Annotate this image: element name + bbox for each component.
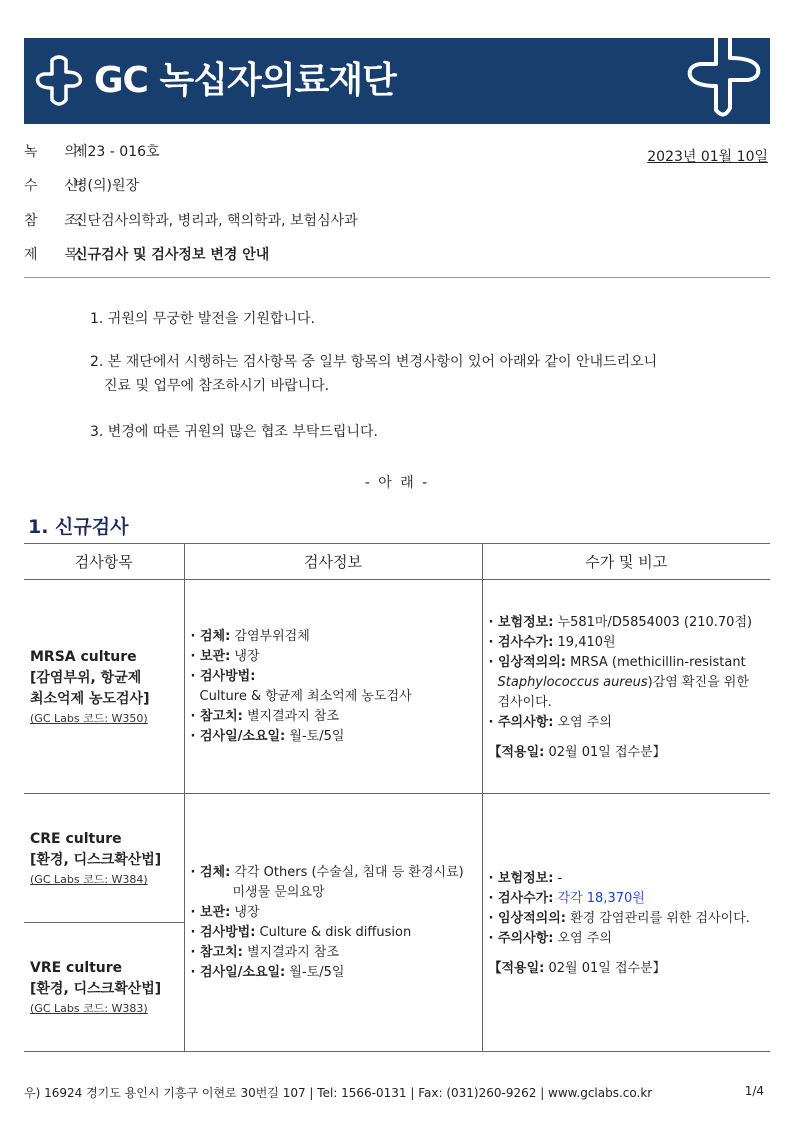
below-marker: - 아 래 -: [364, 475, 430, 491]
paragraph-3: 3. 변경에 따른 귀원의 많은 협조 부탁드립니다.: [90, 424, 378, 440]
gc-cross-logo-icon: [34, 54, 84, 108]
section-title: 1. 신규검사: [28, 516, 129, 538]
divider: [24, 277, 770, 278]
doc-number: 제23 - 016호: [74, 144, 160, 160]
footer: [24, 1084, 770, 1101]
col-item-header: 검사항목: [24, 544, 184, 580]
paragraph-1: 1. 귀원의 무궁한 발전을 기원합니다.: [90, 311, 315, 327]
info-cell: · 검체: 감염부위검체 · 보관: 냉장 · 검사방법: Culture & 항균제 최소억제 농도검사 · 참고치: 별지결과지 참조 · 검사일/소요일: 월-토/5일: [184, 580, 482, 794]
item-name: CRE culture: [30, 831, 122, 847]
item-name: MRSA culture: [30, 649, 137, 665]
item-cell: [24, 580, 184, 794]
reference-label: 참 조:: [24, 213, 83, 229]
brand-name: GC 녹십자의료재단: [94, 60, 396, 101]
col-note-header: 수가 및 비고: [482, 544, 770, 580]
apply-date: 【적용일: 02월 01일 접수분】: [488, 745, 666, 760]
paragraph-2b: 진료 및 업무에 참조하시기 바랍니다.: [104, 378, 330, 394]
footer-address: 우) 16924 경기도 용인시 기흥구 이현로 30번길 107 | Tel: 1566-0131 | Fax: (031)260-9262 | www.gclabs.co.kr: [24, 1086, 653, 1100]
paragraph-2a: 2. 본 재단에서 시행하는 검사항목 중 일부 항목의 변경사항이 있어 아래와 같이 안내드리오니: [90, 354, 658, 370]
item-code: (GC Labs 코드: W383): [30, 1002, 148, 1015]
header-banner: [24, 38, 770, 124]
reference: 진단검사의학과, 병리과, 핵의학과, 보험심사과: [74, 213, 358, 229]
item-code: (GC Labs 코드: W384): [30, 873, 148, 886]
apply-date: 【적용일: 02월 01일 접수분】: [488, 961, 666, 976]
recipient-label: 수 신:: [24, 178, 83, 194]
subject-label: 제 목:: [24, 247, 83, 263]
info-cell: · 검체: 각각 Others (수술실, 침대 등 환경시료) 미생물 문의요망 · 보관: 냉장 · 검사방법: Culture & disk diffusion · 참고치: 별지결과지 참조 · 검사일/소요일: 월-토/5일: [184, 794, 482, 1052]
item-cell: [24, 794, 184, 923]
item-code: (GC Labs 코드: W350): [30, 712, 148, 725]
item-name-sub: [환경, 디스크확산법]: [30, 852, 162, 868]
item-cell: [24, 923, 184, 1052]
page-number: 1/4: [744, 1084, 764, 1098]
table-header: [24, 544, 770, 580]
item-name-sub: [감염부위, 항균제: [30, 670, 142, 686]
col-info-header: 검사정보: [184, 544, 482, 580]
item-name-sub: 최소억제 농도검사]: [30, 691, 150, 707]
item-name-sub: [환경, 디스크확산법]: [30, 981, 162, 997]
doc-date: 2023년 01월 10일: [647, 149, 768, 165]
item-name: VRE culture: [30, 960, 123, 976]
subject: 신규검사 및 검사정보 변경 안내: [74, 247, 270, 263]
note-cell: · 보험정보: 누581마/D5854003 (210.70점) · 검사수가: 19,410원 · 임상적의의: MRSA (methicillin-resistant Staphylococcus aureus)감염 확진을 위한 검사이다. · 주의사항: 오염 주의 【적용일: 02월 01일 접수분】: [482, 580, 770, 794]
new-tests-table: [24, 543, 770, 1052]
table-row: [24, 580, 770, 794]
corner-cross-logo-icon: [686, 38, 766, 124]
table-row: [24, 794, 770, 923]
doc-number-label: 녹 의:: [24, 144, 83, 160]
note-cell: · 보험정보: - · 검사수가: 각각 18,370원 · 임상적의의: 환경 감염관리를 위한 검사이다. · 주의사항: 오염 주의 【적용일: 02월 01일 접수분】: [482, 794, 770, 1052]
recipient: 병(의)원장: [74, 178, 140, 194]
